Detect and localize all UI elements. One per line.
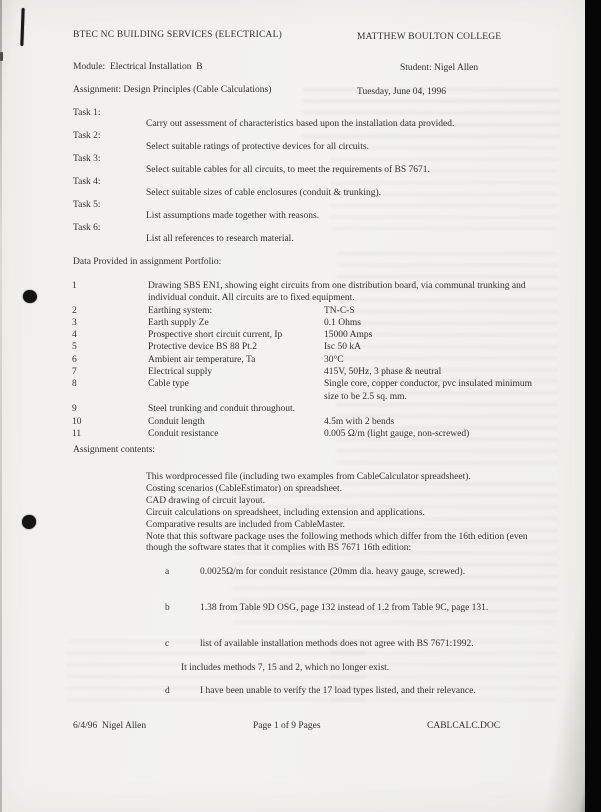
item-label: Prospective short circuit current, Ip (148, 330, 283, 341)
item-number: 3 (72, 317, 77, 328)
task-label: Task 3: (73, 154, 101, 164)
item-label: Conduit length (148, 416, 205, 427)
pen-mark (20, 8, 24, 46)
contents-line (146, 627, 576, 663)
item-number: 8 (72, 379, 77, 390)
data-item-row (0, 280, 586, 305)
task-item (73, 131, 573, 154)
item-value: 4.5m with 2 bends (324, 416, 395, 427)
footer-page-number: Page 1 of 9 Pages (253, 721, 321, 731)
item-label: Earth supply Ze (148, 317, 209, 328)
item-value: Single core, copper conductor, pvc insulated minimum size to be 2.5 sq. mm. (324, 379, 533, 402)
task-text: Select suitable ratings of protective devices for all circuits. (146, 142, 369, 152)
contents-line: This wordprocessed file (including two examples from CableCalculator spreadsheet). (146, 472, 471, 482)
task-label: Task 4: (73, 177, 101, 187)
item-label: Cable type (148, 379, 189, 390)
hole-punch-mark (22, 515, 36, 529)
paper-edge-mark (0, 52, 3, 61)
item-value: 15000 Amps (324, 330, 373, 341)
data-heading: Data Provided in assignment Portfolio: (73, 257, 222, 267)
course-title: BTEC NC BUILDING SERVICES (ELECTRICAL) (73, 30, 282, 40)
item-value: 0.005 Ω/m (light gauge, non-screwed) (324, 428, 470, 439)
item-value: TN-C-S (324, 305, 355, 316)
task-label: Task 6: (73, 223, 101, 233)
data-item-row (0, 428, 586, 440)
item-number: 11 (72, 428, 82, 439)
college-name: MATTHEW BOULTON COLLEGE (357, 32, 502, 42)
tasks-list (73, 108, 573, 246)
contents-line: Note that this software package uses the following methods which differ from the 16th edition (even though the software states that it complies with BS 7671 16th edition: (146, 531, 528, 554)
task-item (73, 154, 573, 177)
item-label: Conduit resistance (148, 428, 219, 439)
hole-punch-mark (23, 290, 37, 303)
task-item (73, 223, 573, 246)
student-line: Student: Nigel Allen (400, 63, 479, 73)
item-value: 30°C (324, 354, 344, 365)
task-item (73, 200, 573, 223)
date-line: Tuesday, June 04, 1996 (357, 87, 447, 97)
task-text: Carry out assessment of characteristics based upon the installation data provided. (146, 119, 455, 129)
item-label: Protective device BS 88 Pt.2 (148, 342, 257, 353)
contents-line-letter: a (165, 567, 170, 578)
data-item-row (0, 354, 586, 366)
task-item (73, 108, 573, 131)
item-number: 9 (72, 404, 77, 415)
contents-line: Circuit calculations on spreadsheet, including extension and applications. (146, 507, 425, 518)
contents-line (146, 674, 576, 710)
item-label: Drawing SBS EN1, showing eight circuits from one distribution board, via communal trunking and individual conduit. All circuits are to fixed equipment. (148, 281, 526, 304)
task-text: List assumptions made together with reasons. (146, 211, 320, 221)
module-line: Module: Electrical Installation B (73, 62, 203, 72)
item-value: 0.1 Ohms (324, 317, 361, 328)
data-item-row (0, 305, 586, 317)
contents-line-text: list of available installation methods does not agree with BS 7671:1992. (200, 638, 474, 649)
task-text: List all references to research material. (146, 234, 294, 244)
contents-line-letter: c (165, 638, 170, 649)
task-item (73, 177, 573, 200)
item-label: Electrical supply (148, 367, 213, 378)
data-item-row (0, 366, 586, 378)
contents-line-text: I have been unable to verify the 17 load types listed, and their relevance. (200, 686, 476, 697)
contents-line (146, 555, 576, 591)
item-number: 1 (72, 281, 77, 291)
contents-line: CAD drawing of circuit layout. (146, 495, 265, 506)
contents-line (146, 591, 576, 627)
data-item-row (0, 329, 586, 341)
item-label: Steel trunking and conduit throughout. (148, 404, 295, 415)
item-number: 4 (72, 330, 77, 341)
footer-date-author: 6/4/96 Nigel Allen (73, 721, 147, 731)
data-item-row (0, 341, 586, 353)
data-item-row (0, 416, 586, 428)
contents-line-letter: b (165, 602, 170, 613)
task-label: Task 2: (73, 131, 101, 141)
data-item-row (0, 403, 586, 415)
item-number: 5 (72, 342, 77, 353)
item-value: 415V, 50Hz, 3 phase & neutral (324, 367, 442, 378)
contents-line-letter: d (165, 686, 170, 697)
contents-line: Comparative results are included from CableMaster. (146, 519, 345, 530)
contents-line-text: 0.0025Ω/m for conduit resistance (20mm dia. heavy gauge, screwed). (200, 567, 466, 578)
item-number: 6 (72, 354, 77, 365)
contents-heading: Assignment contents: (73, 445, 156, 455)
data-item-row (0, 378, 586, 403)
item-label: Ambient air temperature, Ta (148, 354, 256, 365)
item-value: Isc 50 kA (324, 342, 361, 353)
task-label: Task 1: (73, 108, 101, 118)
item-label: Earthing system: (148, 305, 213, 316)
item-number: 10 (72, 416, 82, 427)
task-text: Select suitable cables for all circuits, to meet the requirements of BS 7671. (146, 165, 430, 175)
contents-line: Costing scenarios (CableEstimator) on spreadsheet. (146, 483, 343, 494)
data-provided-table (0, 280, 586, 440)
scanner-background (585, 0, 601, 812)
task-label: Task 5: (73, 200, 101, 210)
item-number: 2 (72, 305, 77, 316)
task-text: Select suitable sizes of cable enclosures (conduit & trunking). (146, 188, 382, 198)
contents-line: It includes methods 7, 15 and 2, which no longer exist. (181, 662, 390, 673)
contents-line-text: 1.38 from Table 9D OSG, page 132 instead of 1.2 from Table 9C, page 131. (200, 602, 489, 613)
assignment-line: Assignment: Design Principles (Cable Calculations) (73, 85, 272, 95)
footer-filename: CABLCALC.DOC (427, 721, 501, 731)
contents-list (146, 472, 576, 710)
data-item-row (0, 317, 586, 329)
item-number: 7 (72, 367, 77, 378)
